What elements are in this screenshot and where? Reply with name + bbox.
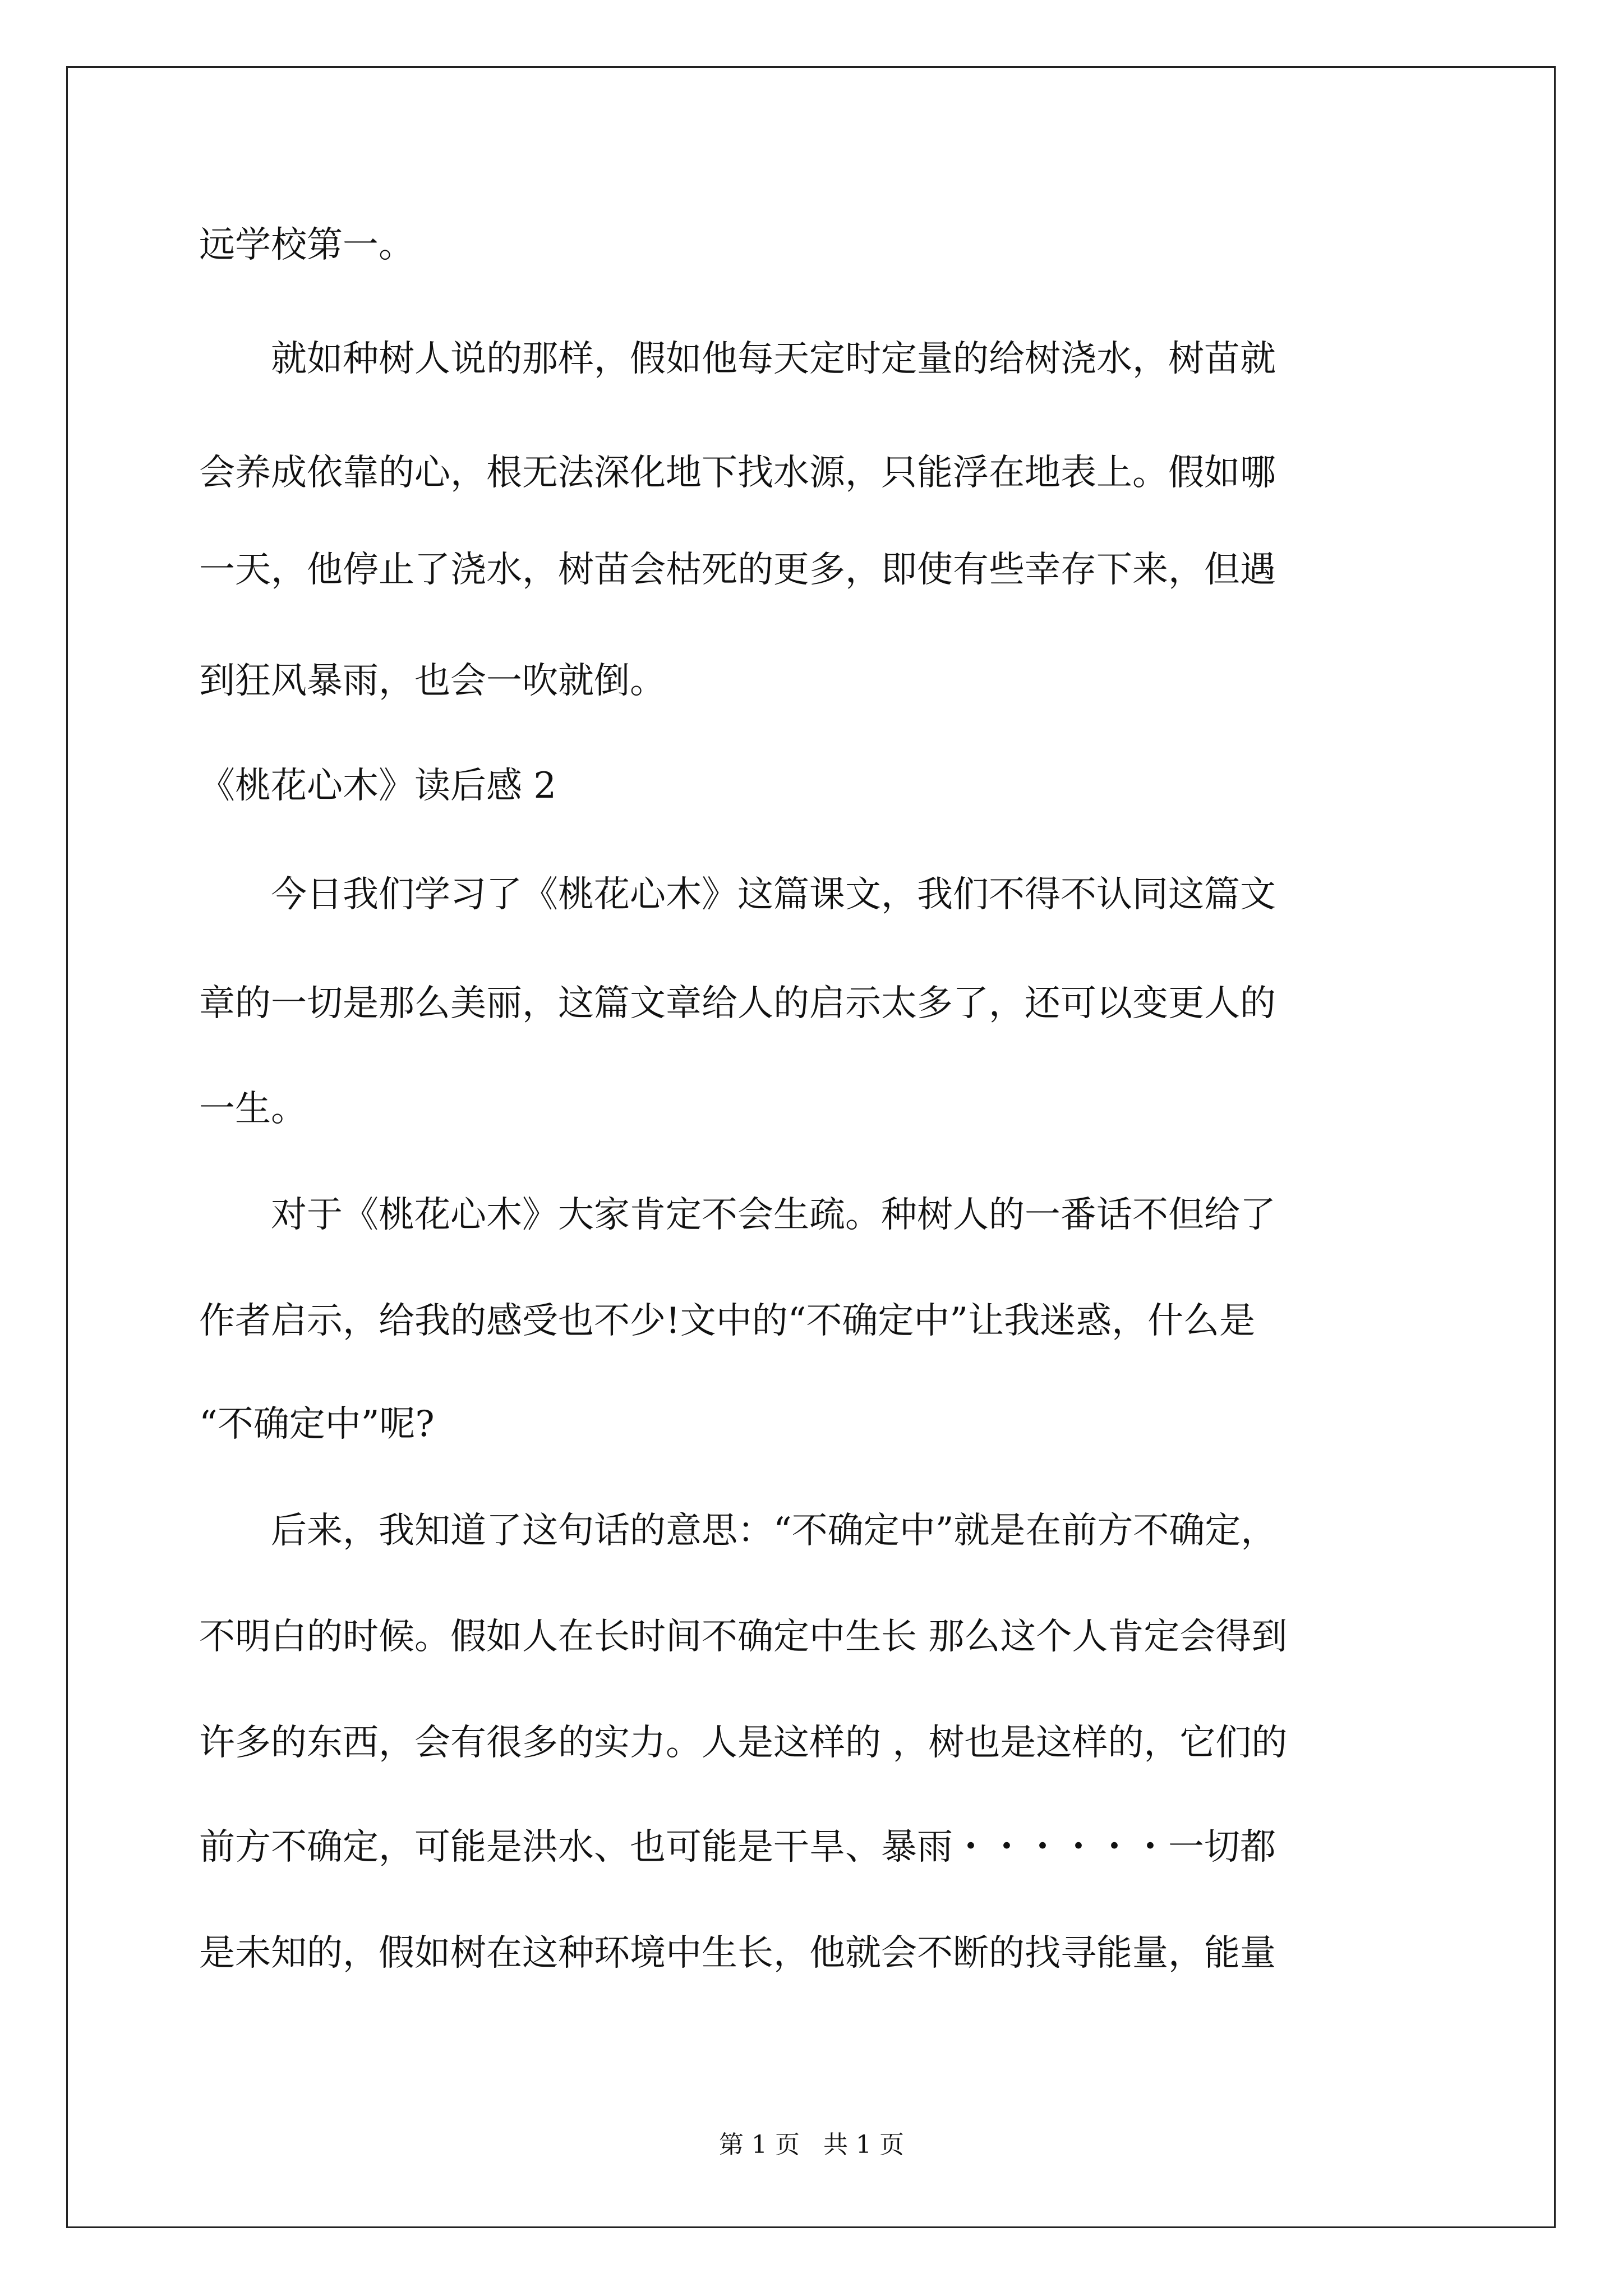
text-line-13: 后来，我知道了这句话的意思：“不确定中”就是在前方不确定， (199, 1510, 1277, 1552)
text-line-12: “不确定中”呢? (199, 1404, 435, 1445)
text-line-16: 前方不确定，可能是洪水、也可能是干旱、暴雨・・・・・・一切都 (199, 1826, 1276, 1868)
text-line-7: 今日我们学习了《桃花心木》这篇课文，我们不得不认同这篇文 (199, 874, 1276, 915)
page-frame (66, 66, 1556, 2228)
text-line-15: 许多的东西，会有很多的实力。人是这样的 ，树也是这样的，它们的 (199, 1722, 1288, 1764)
text-line-11: 作者启示，给我的感受也不少!文中的“不确定中”让我迷惑，什么是 (199, 1300, 1256, 1342)
text-line-8: 章的一切是那么美丽，这篇文章给人的启示太多了，还可以变更人的 (199, 983, 1276, 1024)
section-heading: 《桃花心木》读后感 2 (199, 765, 557, 807)
page-footer: 第 1 页 共 1 页 (719, 2131, 904, 2159)
text-line-5: 到狂风暴雨，也会一吹就倒。 (199, 660, 666, 702)
text-line-3: 会养成依靠的心，根无法深化地下找水源，只能浮在地表上。假如哪 (199, 452, 1276, 494)
text-line-2: 就如种树人说的那样，假如他每天定时定量的给树浇水，树苗就 (199, 338, 1276, 380)
text-line-1: 远学校第一。 (199, 224, 414, 266)
text-line-17: 是未知的，假如树在这种环境中生长，他就会不断的找寻能量，能量 (199, 1932, 1276, 1974)
text-line-10: 对于《桃花心木》大家肯定不会生疏。种树人的一番话不但给了 (199, 1194, 1276, 1236)
text-line-4: 一天，他停止了浇水，树苗会枯死的更多，即使有些幸存下来，但遇 (199, 549, 1276, 591)
text-line-14: 不明白的时候。假如人在长时间不确定中生长 那么这个人肯定会得到 (199, 1616, 1288, 1658)
text-line-9: 一生。 (199, 1088, 307, 1130)
